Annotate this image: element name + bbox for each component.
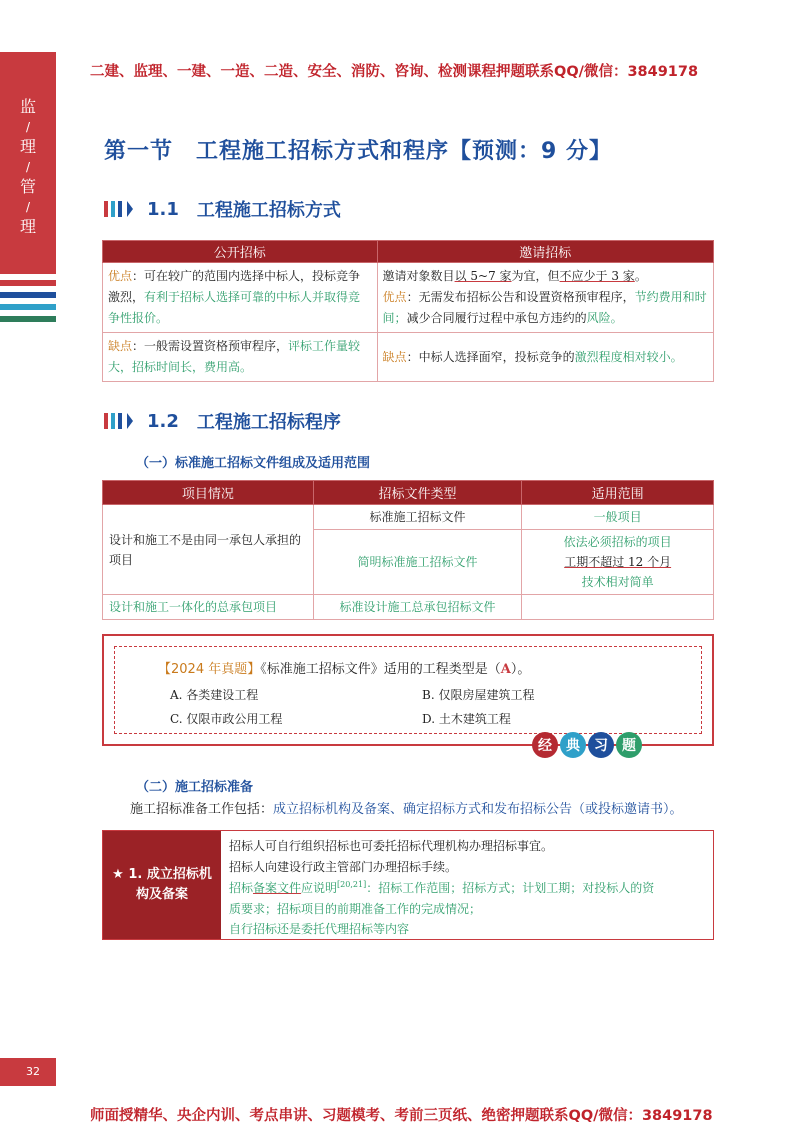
row1-scope: 一般项目	[522, 505, 714, 530]
setup-agency-label: ★ 1. 成立招标机构及备案	[103, 831, 221, 939]
row3-doc: 标准设计施工总承包招标文件	[313, 595, 522, 620]
side-tab-sep: /	[25, 160, 31, 174]
heading-bars-icon	[104, 413, 133, 429]
side-stripe	[0, 280, 56, 286]
row3-project: 设计和施工一体化的总承包项目	[103, 595, 314, 620]
header-project: 项目情况	[103, 481, 314, 505]
invited-bidding-cons: 缺点：中标人选择面窄，投标竞争的激烈程度相对较小。	[377, 333, 713, 382]
setup-agency-box	[102, 830, 714, 940]
header-doc-type: 招标文件类型	[313, 481, 522, 505]
side-tab-char: 理	[19, 217, 36, 236]
setup-line: 质要求；招标项目的前期准备工作的完成情况；	[229, 902, 482, 916]
side-stripe	[0, 304, 56, 310]
bottom-banner: 师面授精华、央企内训、考点串讲、习题模考、考前三页纸、绝密押题联系QQ/微信：3849178	[90, 1108, 713, 1124]
side-tab	[0, 52, 56, 274]
exam-option-b: B. 仅限房屋建筑工程	[422, 688, 535, 702]
section-title: 第一节 工程施工招标方式和程序【预测：9 分】	[104, 139, 612, 164]
bidding-methods-table	[102, 240, 714, 382]
exam-question-box	[102, 634, 714, 754]
open-bidding-pros: 优点：可在较广的范围内选择中标人，投标竞争激烈，有利于招标人选择可靠的中标人并取得竞争性报价。	[103, 263, 378, 333]
open-bidding-cons: 缺点：一般需设置资格预审程序，评标工作量较大，招标时间长，费用高。	[103, 333, 378, 382]
page-number: 32	[0, 1058, 56, 1086]
prep-summary: 施工招标准备工作包括：成立招标机构及备案、确定招标方式和发布招标公告（或投标邀请书）。	[130, 802, 683, 817]
header-open-bidding: 公开招标	[103, 241, 378, 263]
exam-option-d: D. 土木建筑工程	[422, 712, 511, 726]
setup-line: 自行招标还是委托代理招标等内容	[229, 922, 410, 936]
setup-line: 招标备案文件应说明[20,21]：招标工作范围；招标方式；计划工期；对投标人的资	[229, 880, 655, 895]
exam-question: 【2024 年真题】《标准施工招标文件》适用的工程类型是（A）。	[158, 662, 531, 677]
subheading-standard-docs: （一）标准施工招标文件组成及适用范围	[136, 456, 371, 471]
header-invited-bidding: 邀请招标	[377, 241, 713, 263]
invited-bidding-pros: 邀请对象数目以 5~7 家为宜，但不应少于 3 家。 优点：无需发布招标公告和设置资格预审程序，节约费用和时间；减少合同履行过程中承包方违约的风险。	[377, 263, 713, 333]
side-stripe	[0, 316, 56, 322]
exam-option-a: A. 各类建设工程	[170, 688, 259, 702]
heading-bars-icon	[104, 201, 133, 217]
exam-badge-char: 典	[560, 732, 586, 758]
row2-scope: 依法必须招标的项目 工期不超过 12 个月 技术相对简单	[522, 530, 714, 595]
heading-1-1: 1.1 工程施工招标方式	[104, 196, 341, 222]
setup-line: 招标人可自行组织招标也可委托招标代理机构办理招标事宜。	[229, 839, 554, 853]
exam-option-c: C. 仅限市政公用工程	[170, 712, 283, 726]
side-stripe	[0, 292, 56, 298]
bidding-docs-table	[102, 480, 714, 620]
top-banner: 二建、监理、一建、一造、二造、安全、消防、咨询、检测课程押题联系QQ/微信：3849178	[90, 64, 699, 80]
side-tab-sep: /	[25, 120, 31, 134]
setup-line: 招标人向建设行政主管部门办理招标手续。	[229, 860, 458, 874]
header-scope: 适用范围	[522, 481, 714, 505]
side-tab-char: 管	[19, 177, 36, 196]
side-tab-char: 理	[19, 137, 36, 156]
exam-badge-char: 经	[532, 732, 558, 758]
row3-scope	[522, 595, 714, 620]
heading-1-2: 1.2 工程施工招标程序	[104, 408, 341, 434]
exam-badge-char: 习	[588, 732, 614, 758]
side-tab-sep: /	[25, 200, 31, 214]
exam-badge-char: 题	[616, 732, 642, 758]
subheading-prep: （二）施工招标准备	[136, 780, 254, 795]
row2-doc: 简明标准施工招标文件	[313, 530, 522, 595]
row1-project: 设计和施工不是由同一承包人承担的项目	[103, 505, 314, 595]
row1-doc: 标准施工招标文件	[313, 505, 522, 530]
side-tab-char: 监	[19, 97, 36, 116]
